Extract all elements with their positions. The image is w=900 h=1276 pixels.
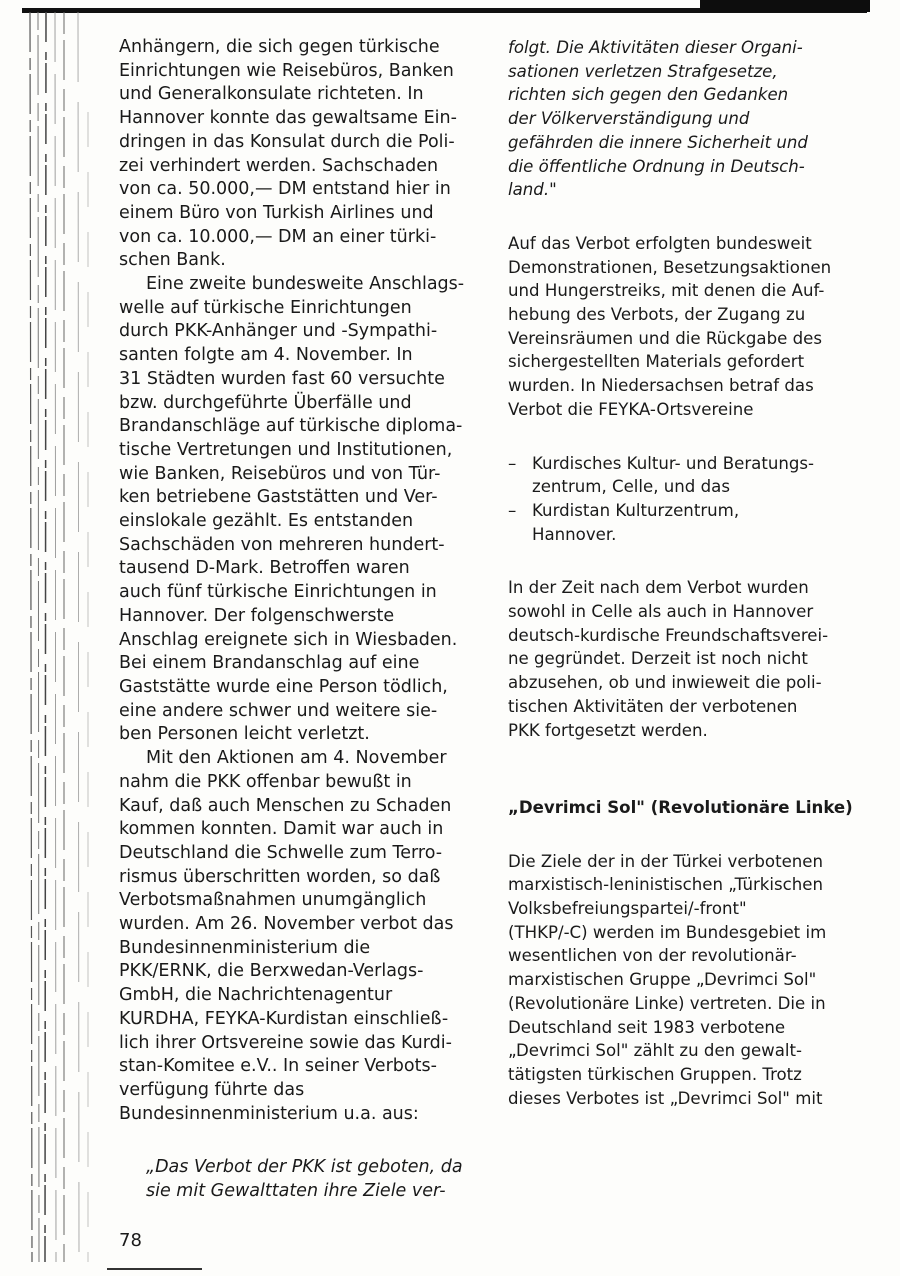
right-paragraph-1 xyxy=(508,232,853,422)
text-line: marxistischen Gruppe „Devrimci Sol" xyxy=(508,970,817,990)
text-line: rismus überschritten worden, so daß xyxy=(119,866,441,887)
text-line: Die Ziele der in der Türkei verbotenen xyxy=(508,851,824,871)
text-line: Verbot die FEYKA-Ortsvereine xyxy=(508,399,754,419)
text-line: Kurdistan Kulturzentrum, xyxy=(532,500,740,520)
text-line: deutsch-kurdische Freundschaftsverei- xyxy=(508,625,829,645)
text-line: Hannover konnte das gewaltsame Ein- xyxy=(119,108,457,129)
section-heading: „Devrimci Sol" (Revolutionäre Linke) xyxy=(508,797,853,817)
text-line: Eine zweite bundesweite Anschlags- xyxy=(146,274,465,295)
text-line: der Völkerverständigung und xyxy=(508,109,750,129)
text-line: verfügung führte das xyxy=(119,1079,305,1100)
text-line: „Das Verbot der PKK ist geboten, da xyxy=(146,1157,463,1178)
page-number: 78 xyxy=(119,1230,142,1251)
text-line: tätigsten türkischen Gruppen. Trotz xyxy=(508,1065,802,1084)
text-line: die öffentliche Ordnung in Deutsch- xyxy=(508,156,805,176)
quote-block-continued xyxy=(508,36,853,202)
top-rule-dark-edge xyxy=(700,0,870,12)
text-line: Deutschland seit 1983 verbotene xyxy=(508,1017,786,1037)
list-item xyxy=(508,452,853,499)
binding-edge-shadow xyxy=(0,12,100,1262)
text-line: Bundesinnenministerium die xyxy=(119,937,371,958)
text-line: welle auf türkische Einrichtungen xyxy=(119,297,412,318)
left-paragraph-2 xyxy=(119,273,484,747)
text-line: von ca. 10.000,— DM an einer türki- xyxy=(119,226,437,247)
text-line: Anhängern, die sich gegen türkische xyxy=(119,37,440,57)
text-line: 31 Städten wurden fast 60 versuchte xyxy=(119,368,445,389)
text-line: PKK fortgesetzt werden. xyxy=(508,720,708,740)
text-line: ne gegründet. Derzeit ist noch nicht xyxy=(508,649,808,669)
text-line: Hannover. xyxy=(532,524,617,544)
text-line: von ca. 50.000,— DM entstand hier in xyxy=(119,179,451,200)
text-line: marxistisch-leninistischen „Türkischen xyxy=(508,875,824,895)
text-line: sichergestellten Materials gefordert xyxy=(508,352,805,372)
spacer xyxy=(508,422,853,452)
text-line: durch PKK-Anhänger und -Sympathi- xyxy=(119,321,438,342)
text-line: Hannover. Der folgenschwerste xyxy=(119,605,395,626)
spacer xyxy=(508,772,853,796)
text-line: sowohl in Celle als auch in Hannover xyxy=(508,602,814,622)
text-line: sie mit Gewalttaten ihre Ziele ver- xyxy=(146,1181,446,1202)
text-line: Volksbefreiungspartei/-front" xyxy=(508,899,747,919)
text-line: dringen in das Konsulat durch die Poli- xyxy=(119,131,455,152)
text-line: Vereinsräumen und die Rückgabe des xyxy=(508,328,822,348)
quote-block-start xyxy=(119,1156,484,1203)
spacer xyxy=(508,742,853,772)
text-line: Brandanschläge auf türkische diploma- xyxy=(119,416,463,437)
text-line: wurden. In Niedersachsen betraf das xyxy=(508,376,814,396)
text-line: wesentlichen von der revolutionär- xyxy=(508,946,797,966)
text-line: KURDHA, FEYKA-Kurdistan einschließ- xyxy=(119,1008,449,1029)
left-column xyxy=(119,36,484,1204)
text-line: und Hungerstreiks, mit denen die Auf- xyxy=(508,281,825,301)
text-line: zentrum, Celle, und das xyxy=(532,477,730,497)
text-line: In der Zeit nach dem Verbot wurden xyxy=(508,578,809,598)
text-line: ken betriebene Gaststätten und Ver- xyxy=(119,487,438,508)
text-line: abzusehen, ob und inwieweit die poli- xyxy=(508,673,822,693)
spacer xyxy=(508,202,853,232)
text-line: Demonstrationen, Besetzungsaktionen xyxy=(508,257,832,277)
text-line: Kurdisches Kultur- und Beratungs- xyxy=(532,453,815,473)
text-line: Sachschäden von mehreren hundert- xyxy=(119,534,445,555)
bullet-dash: – xyxy=(508,453,517,473)
text-line: (Revolutionäre Linke) vertreten. Die in xyxy=(508,993,826,1013)
text-line: auch fünf türkische Einrichtungen in xyxy=(119,582,437,603)
text-line: tische Vertretungen und Institutionen, xyxy=(119,439,453,460)
text-line: Deutschland die Schwelle zum Terro- xyxy=(119,842,443,863)
left-paragraph-3 xyxy=(119,747,484,1126)
text-line: Einrichtungen wie Reisebüros, Banken xyxy=(119,60,454,81)
text-line: Bei einem Brandanschlag auf eine xyxy=(119,653,420,674)
spacer xyxy=(508,820,853,850)
text-line: Anschlag ereignete sich in Wiesbaden. xyxy=(119,629,458,650)
list-item xyxy=(508,499,853,546)
text-line: folgt. Die Aktivitäten dieser Organi- xyxy=(508,38,803,57)
text-line: wie Banken, Reisebüros und von Tür- xyxy=(119,463,441,484)
right-paragraph-2 xyxy=(508,576,853,742)
bullet-list xyxy=(508,452,853,547)
text-line: GmbH, die Nachrichtenagentur xyxy=(119,985,393,1006)
text-line: Mit den Aktionen am 4. November xyxy=(146,748,447,769)
spacer xyxy=(508,546,853,576)
text-line: Verbotsmaßnahmen unumgänglich xyxy=(119,890,427,911)
left-paragraph-1 xyxy=(119,36,484,273)
text-line: einem Büro von Turkish Airlines und xyxy=(119,202,434,223)
text-line: wurden. Am 26. November verbot das xyxy=(119,914,454,935)
text-line: hebung des Verbots, der Zugang zu xyxy=(508,305,806,325)
text-line: gefährden die innere Sicherheit und xyxy=(508,132,808,152)
right-column xyxy=(508,36,853,1110)
right-paragraph-3 xyxy=(508,850,853,1111)
text-line: einslokale gezählt. Es entstanden xyxy=(119,511,414,532)
spacer xyxy=(119,1126,484,1156)
text-line: bzw. durchgeführte Überfälle und xyxy=(119,392,412,413)
text-line: tausend D-Mark. Betroffen waren xyxy=(119,558,410,579)
text-line: Kauf, daß auch Menschen zu Schaden xyxy=(119,795,452,816)
text-line: Gaststätte wurde eine Person tödlich, xyxy=(119,676,448,697)
text-line: ben Personen leicht verletzt. xyxy=(119,724,370,745)
text-line: Bundesinnenministerium u.a. aus: xyxy=(119,1103,419,1124)
text-line: richten sich gegen den Gedanken xyxy=(508,85,789,105)
text-line: Auf das Verbot erfolgten bundesweit xyxy=(508,233,812,253)
bullet-dash: – xyxy=(508,500,517,520)
text-line: schen Bank. xyxy=(119,250,226,271)
text-line: dieses Verbotes ist „Devrimci Sol" mit xyxy=(508,1088,823,1108)
text-line: (THKP/-C) werden im Bundesgebiet im xyxy=(508,922,827,942)
text-line: tischen Aktivitäten der verbotenen xyxy=(508,696,798,716)
text-line: PKK/ERNK, die Berxwedan-Verlags- xyxy=(119,961,424,982)
text-line: santen folgte am 4. November. In xyxy=(119,345,413,366)
text-line: land." xyxy=(508,180,557,200)
text-line: nahm die PKK offenbar bewußt in xyxy=(119,771,412,792)
text-line: kommen konnten. Damit war auch in xyxy=(119,819,444,840)
text-line: und Generalkonsulate richteten. In xyxy=(119,84,424,105)
text-line: stan-Komitee e.V.. In seiner Verbots- xyxy=(119,1056,437,1077)
text-line: zei verhindert werden. Sachschaden xyxy=(119,155,439,176)
text-line: eine andere schwer und weitere sie- xyxy=(119,700,438,721)
text-line: lich ihrer Ortsvereine sowie das Kurdi- xyxy=(119,1032,452,1053)
text-line: „Devrimci Sol" zählt zu den gewalt- xyxy=(508,1041,803,1061)
text-line: sationen verletzen Strafgesetze, xyxy=(508,61,778,81)
bottom-rule xyxy=(107,1268,202,1270)
